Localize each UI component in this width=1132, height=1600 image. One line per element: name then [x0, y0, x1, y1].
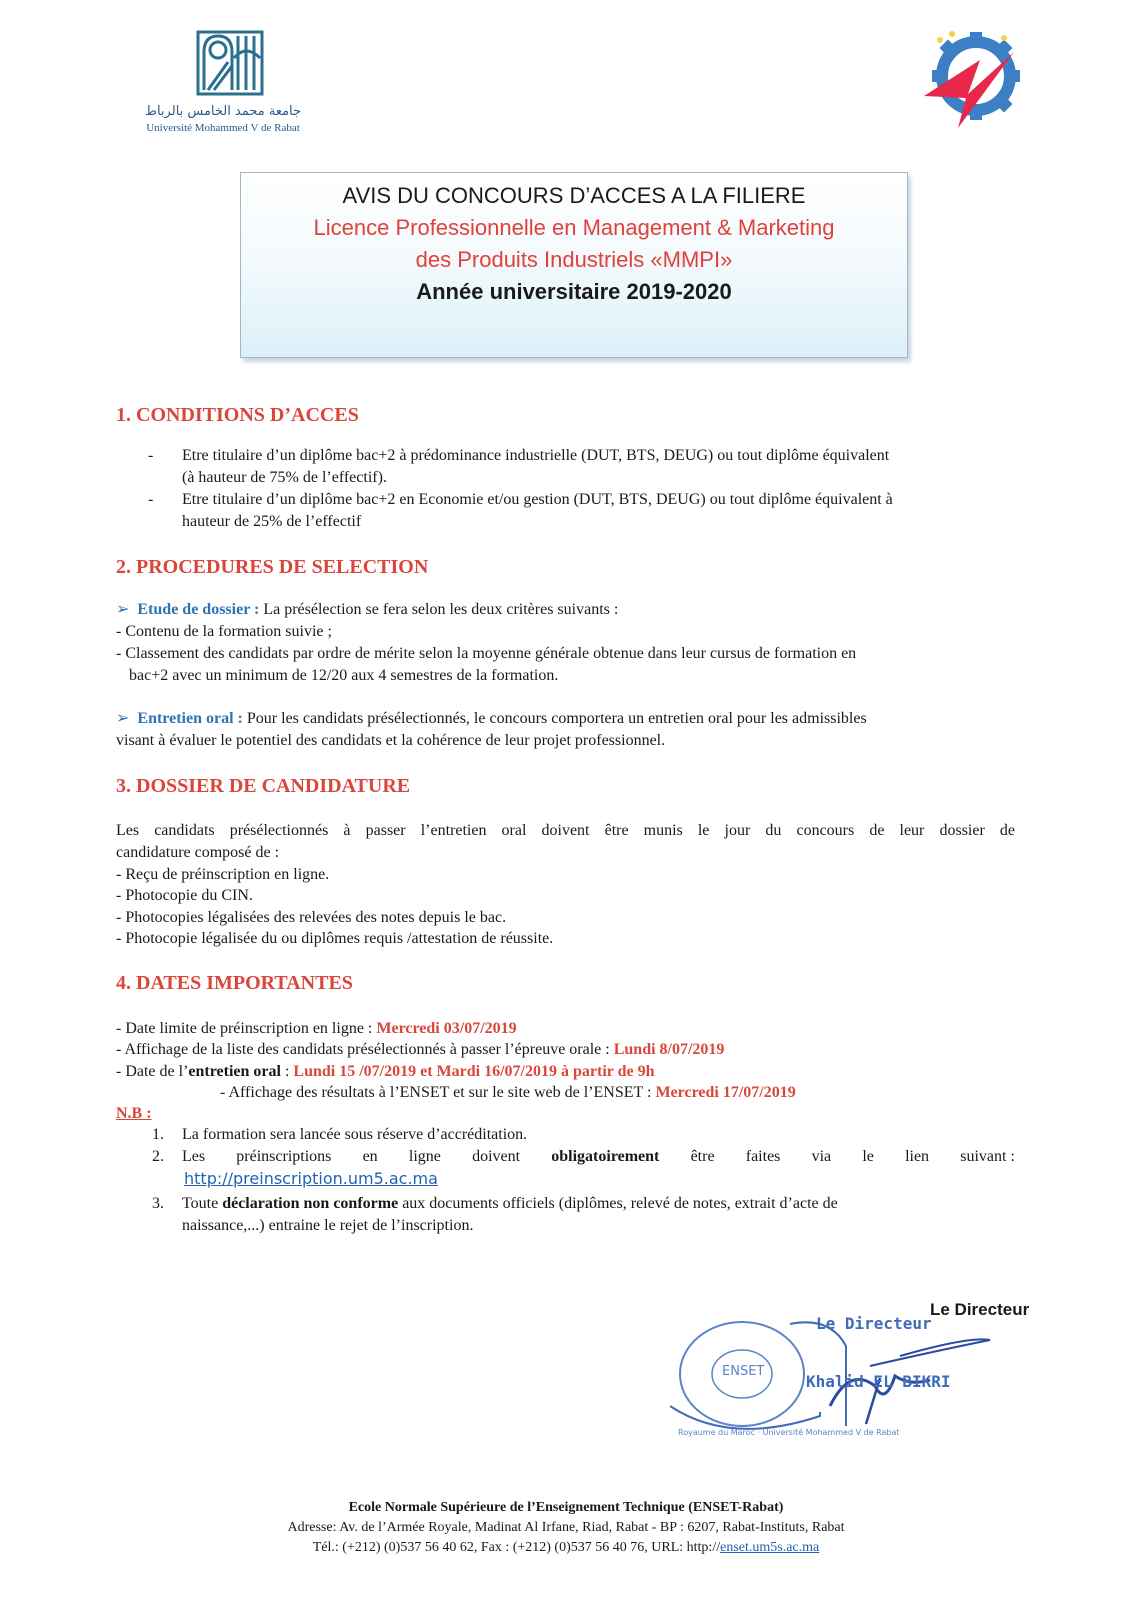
date-label: : [280, 1063, 290, 1080]
nb-heading: N.B : [116, 1105, 152, 1122]
nb-word: via [811, 1148, 832, 1165]
dossier-item: - Photocopies légalisées des relevées des notes depuis le bac. [116, 909, 507, 926]
nb-word: doivent [472, 1148, 521, 1165]
university-name-arabic: جامعة محمد الخامس بالرباط [144, 104, 302, 119]
etude-item: bac+2 avec un minimum de 12/20 aux 4 semestres de la formation. [129, 667, 559, 684]
university-logo [138, 28, 308, 138]
title-line-3: des Produits Industriels «MMPI» [415, 247, 733, 272]
gear-emblem-icon [918, 24, 1028, 134]
etude-dossier-line [116, 600, 618, 620]
date-entretien [116, 1062, 654, 1082]
dossier-intro-line-2: candidature composé de : [116, 844, 280, 861]
dossier-intro: Les candidats présélectionnés à passer l’entretien oral doivent être munis le jour du concours de leur dossier de [116, 822, 1015, 839]
seal-center-text: ENSET [722, 1364, 765, 1379]
section-heading-dossier: 3. DOSSIER DE CANDIDATURE [116, 775, 411, 797]
nb-text: Toute [182, 1195, 223, 1212]
footer-contact-text: Tél.: (+212) (0)537 56 40 62, Fax : (+212) (0)537 56 40 76, URL: http:// [312, 1540, 721, 1555]
nb-word: ligne [408, 1148, 441, 1165]
date-label: - Affichage de la liste des candidats présélectionnés à passer l’épreuve orale : [116, 1041, 610, 1058]
date-label: - Affichage des résultats à l’ENSET et sur le site web de l’ENSET : [220, 1084, 652, 1101]
dossier-item: - Photocopie du CIN. [116, 887, 253, 904]
nb-word: suivant : [960, 1148, 1015, 1165]
date-affichage-liste [116, 1040, 724, 1060]
date-label: - Date limite de préinscription en ligne : [116, 1020, 373, 1037]
etude-text: La présélection se fera selon les deux critères suivants : [263, 601, 619, 618]
footer-school-name: Ecole Normale Supérieure de l’Enseignement Technique (ENSET-Rabat) [348, 1500, 784, 1515]
entretien-line-2: visant à évaluer le potentiel des candidats et la cohérence de leur projet professionnel. [116, 732, 666, 749]
etude-item: - Classement des candidats par ordre de mérite selon la moyenne générale obtenue dans leur cursus de formation en [116, 645, 857, 662]
nb-word: lien [905, 1148, 930, 1165]
title-box [240, 172, 908, 358]
entretien-label: Entretien oral : [137, 710, 243, 727]
arrow-bullet-icon: ➢ [116, 601, 130, 618]
stamp-name: Khalid EL BIKRI [806, 1372, 951, 1391]
section-heading-selection: 2. PROCEDURES DE SELECTION [116, 556, 429, 578]
condition-2-line-2: hauteur de 25% de l’effectif [182, 513, 362, 530]
dossier-item: - Photocopie légalisée du ou diplômes requis /attestation de réussite. [116, 930, 554, 947]
nb-word: en [362, 1148, 378, 1165]
preinscription-link-wrap [184, 1169, 438, 1189]
title-line-2: Licence Professionnelle en Management & Marketing [313, 215, 835, 240]
enset-logo [918, 24, 1028, 134]
university-name-latin: Université Mohammed V de Rabat [146, 122, 300, 134]
date-value: Mercredi 03/07/2019 [376, 1020, 517, 1037]
section-heading-dates: 4. DATES IMPORTANTES [116, 972, 353, 994]
arrow-bullet-icon: ➢ [116, 710, 130, 727]
entretien-text: Pour les candidats présélectionnés, le concours comportera un entretien oral pour les admissibles [246, 710, 867, 727]
nb-item-3-line-2: naissance,...) entraine le rejet de l’inscription. [182, 1217, 474, 1234]
date-label: - Date de l’ [116, 1063, 189, 1080]
nb-number: 1. [152, 1126, 164, 1143]
nb-item-1: La formation sera lancée sous réserve d’accréditation. [182, 1126, 528, 1143]
condition-1-line-1: Etre titulaire d’un diplôme bac+2 à prédominance industrielle (DUT, BTS, DEUG) ou tout diplôme équivalent [182, 447, 890, 464]
footer-contact [0, 1540, 1132, 1556]
dossier-item: - Reçu de préinscription en ligne. [116, 866, 330, 883]
nb-word: faites [745, 1148, 781, 1165]
etude-item: - Contenu de la formation suivie ; [116, 623, 332, 640]
date-value: Mercredi 17/07/2019 [655, 1084, 796, 1101]
nb-word: être [690, 1148, 715, 1165]
nb-item-2 [182, 1147, 1015, 1167]
preinscription-link[interactable]: http://preinscription.um5.ac.ma [184, 1169, 438, 1188]
date-label-bold: entretien oral [188, 1063, 281, 1080]
university-emblem-icon [194, 28, 266, 98]
footer-address: Adresse: Av. de l’Armée Royale, Madinat Al Irfane, Riad, Rabat - BP : 6207, Rabat-Instituts, Rabat [287, 1520, 845, 1535]
director-stamp [670, 1316, 1010, 1446]
date-resultats [220, 1083, 796, 1103]
entretien-oral-line [116, 709, 867, 729]
nb-word: le [862, 1148, 874, 1165]
nb-text-bold: déclaration non conforme [222, 1195, 399, 1212]
nb-number: 3. [152, 1195, 164, 1212]
section-heading-conditions: 1. CONDITIONS D’ACCES [116, 404, 359, 426]
nb-word: Les [182, 1148, 206, 1165]
seal-ring-text: Royaume du Maroc · Université Mohammed V de Rabat [678, 1428, 900, 1437]
date-preinscription [116, 1019, 517, 1039]
academic-year: Année universitaire 2019-2020 [416, 279, 732, 304]
condition-2-line-1: Etre titulaire d’un diplôme bac+2 en Economie et/ou gestion (DUT, BTS, DEUG) ou tout diplôme équivalent à [182, 491, 893, 508]
nb-word-bold: obligatoirement [551, 1148, 660, 1165]
stamp-title: Le Directeur [816, 1314, 932, 1333]
etude-label: Etude de dossier : [137, 601, 260, 618]
nb-text: aux documents officiels (diplômes, relevé de notes, extrait d’acte de [398, 1195, 838, 1212]
bullet-dash: - [148, 447, 154, 464]
bullet-dash: - [148, 491, 154, 508]
nb-item-3 [182, 1194, 838, 1214]
condition-1-line-2: (à hauteur de 75% de l’effectif). [182, 469, 387, 486]
nb-word: préinscriptions [236, 1148, 332, 1165]
nb-number: 2. [152, 1148, 164, 1165]
date-value: Lundi 15 /07/2019 et Mardi 16/07/2019 à partir de 9h [293, 1063, 655, 1080]
signature-title: Le Directeur [930, 1300, 1030, 1319]
date-value: Lundi 8/07/2019 [613, 1041, 725, 1058]
footer-url-link[interactable]: enset.um5s.ac.ma [720, 1540, 820, 1555]
title-line-1: AVIS DU CONCOURS D’ACCES A LA FILIERE [342, 183, 806, 208]
